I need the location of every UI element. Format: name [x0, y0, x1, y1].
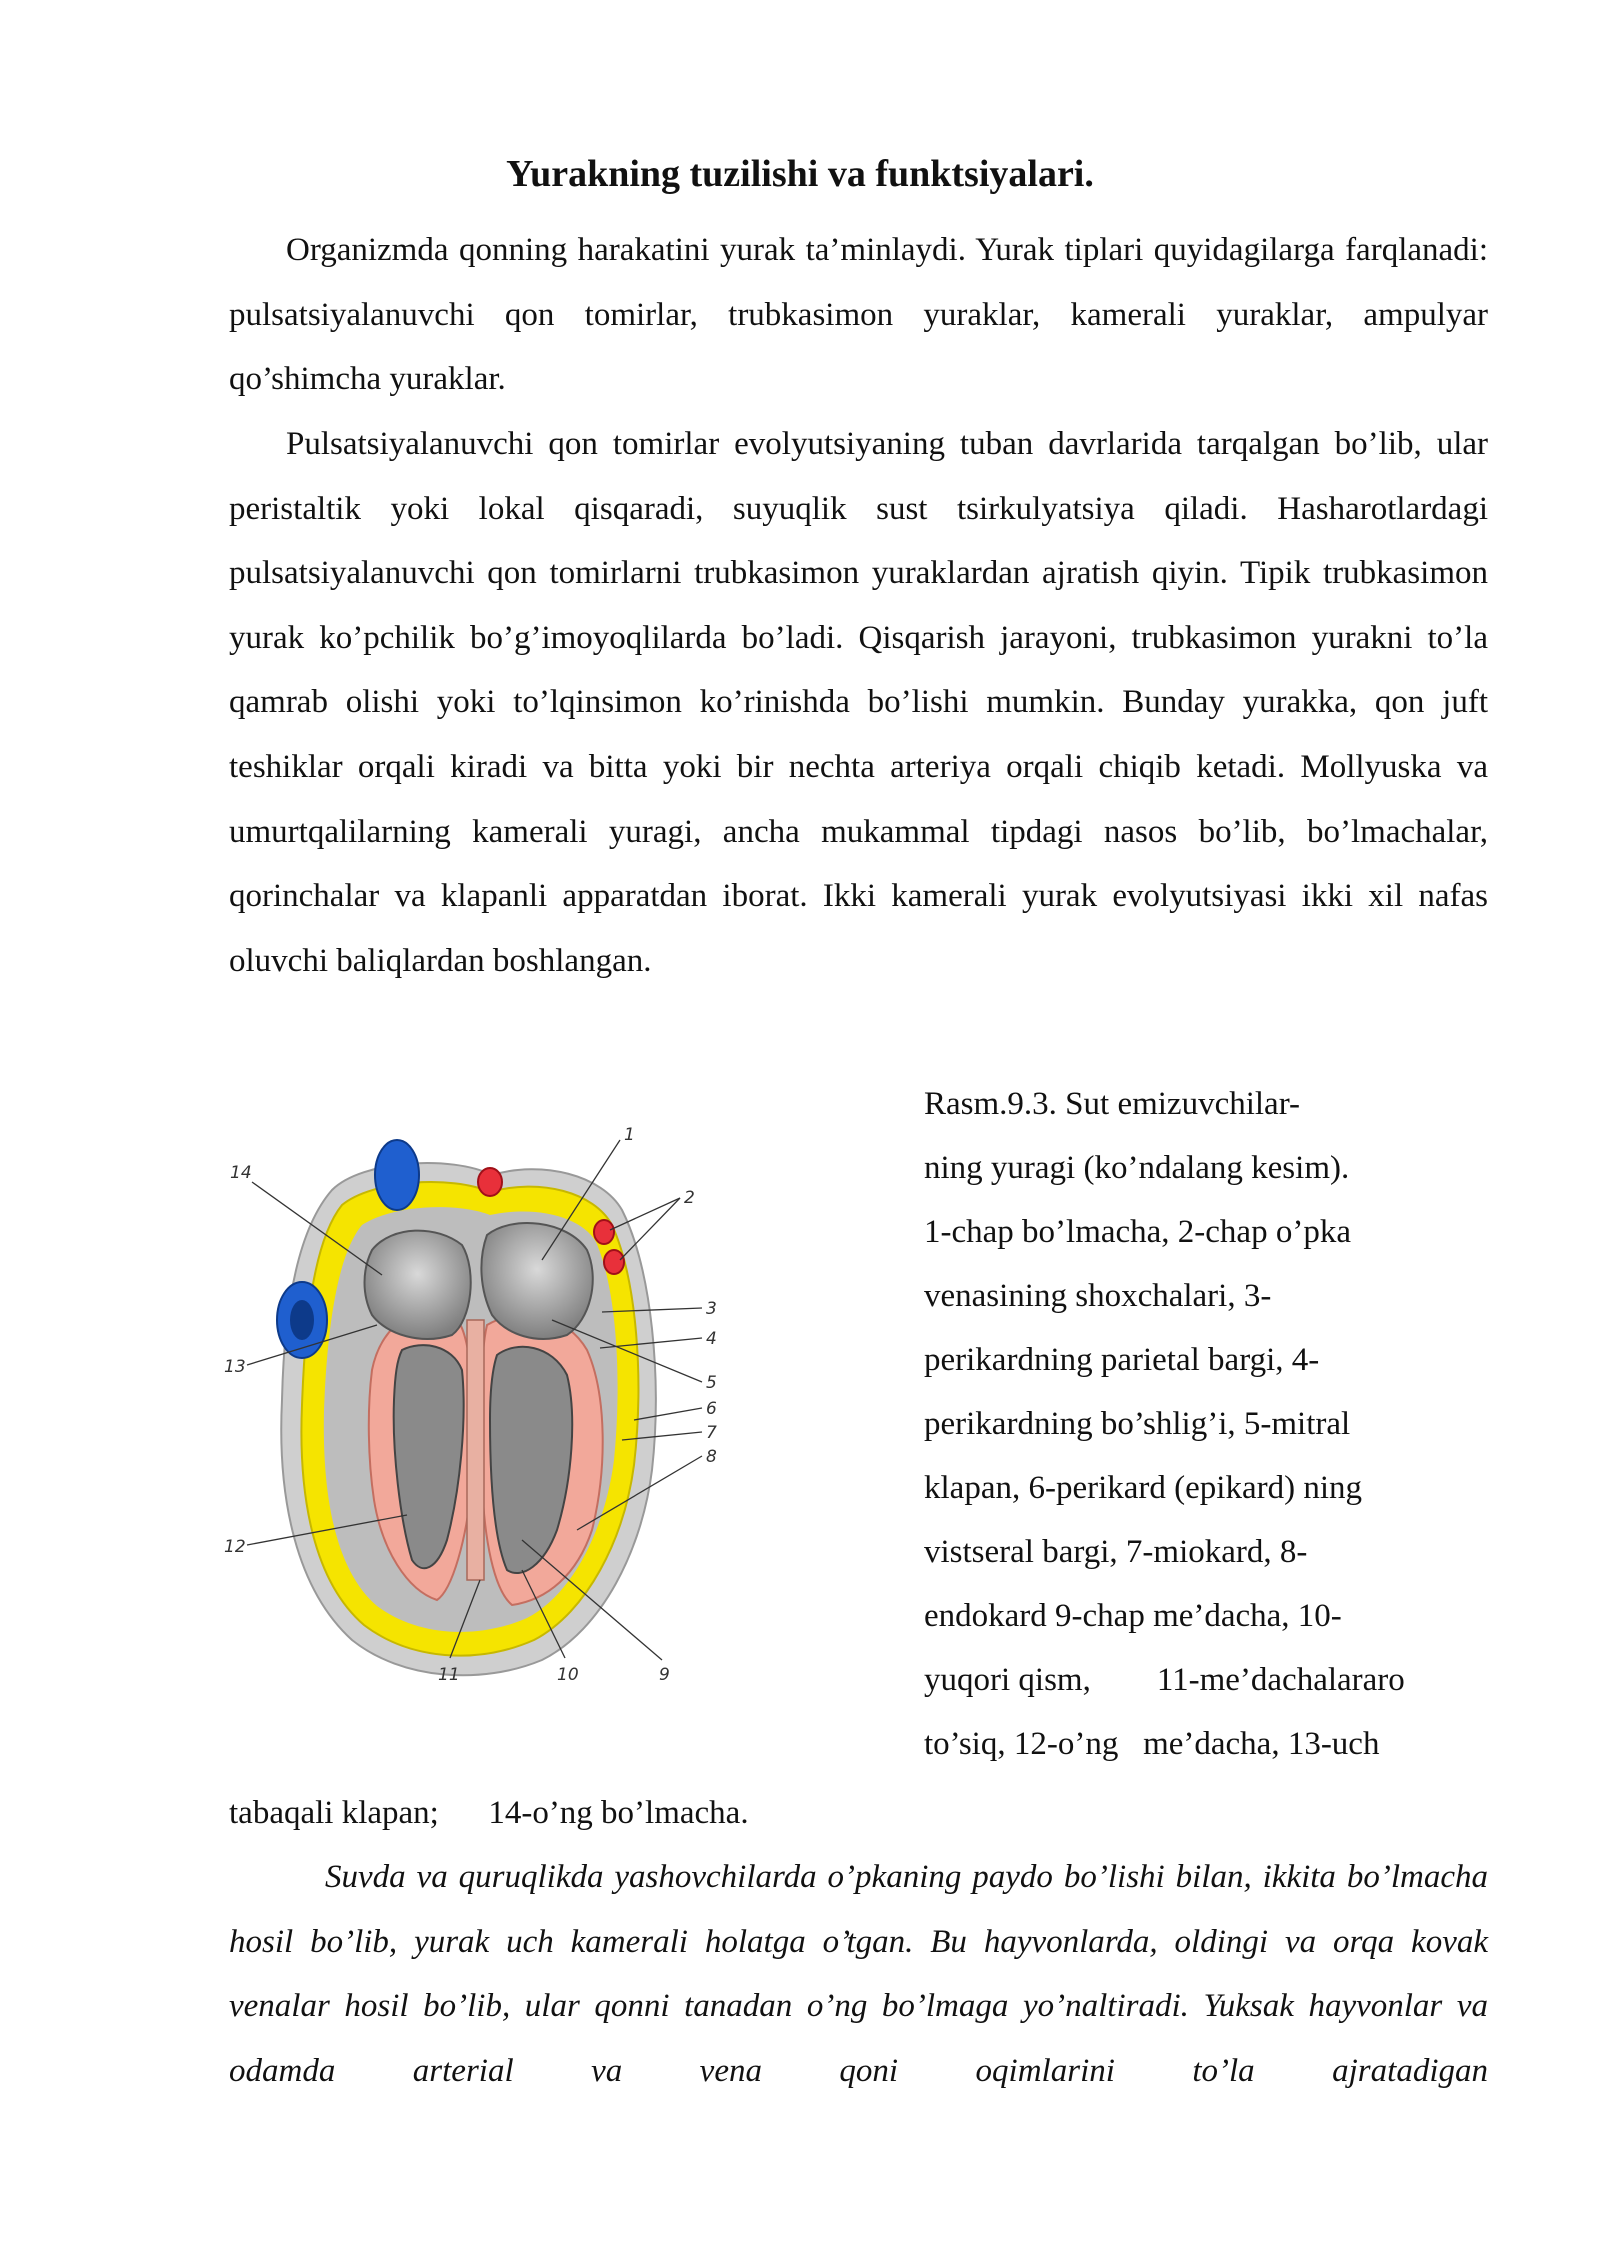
label-13: 13	[224, 1357, 246, 1377]
document-title: Yurakning tuzilishi va funktsiyalari.	[506, 153, 1094, 195]
pulmonary-vein-3	[604, 1250, 624, 1274]
label-8: 8	[706, 1447, 717, 1467]
label-3: 3	[706, 1299, 717, 1319]
label-14: 14	[230, 1163, 252, 1183]
caption-line-9: endokard 9-chap me’dacha, 10-	[924, 1598, 1342, 1634]
interventricular-septum	[467, 1320, 484, 1580]
label-11: 11	[438, 1665, 460, 1685]
label-2: 2	[684, 1188, 695, 1208]
caption-line-8: vistseral bargi, 7-miokard, 8-	[924, 1534, 1308, 1570]
label-5: 5	[706, 1373, 717, 1393]
caption-line-3: 1-chap bo’lmacha, 2-chap o’pka	[924, 1214, 1351, 1250]
label-10: 10	[557, 1665, 579, 1685]
caption-line-10: yuqori qism, 11-me’dachalararo	[924, 1662, 1405, 1698]
pulmonary-vein-1	[478, 1168, 502, 1196]
label-1: 1	[624, 1125, 635, 1145]
left-atrium	[481, 1223, 592, 1339]
caption-line-6: perikardning bo’shlig’i, 5-mitral	[924, 1406, 1351, 1442]
label-4: 4	[706, 1329, 717, 1349]
paragraph-1: Organizmda qonning harakatini yurak ta’minlaydi. Yurak tiplari quyidagilarga farqlanadi: pulsatsiyalanuvchi qon tomirlar, trubkasimon yuraklar, kamerali yuraklar, ampulyar qo’shimcha yuraklar.	[229, 232, 1488, 398]
pulmonary-vein-2	[594, 1220, 614, 1244]
caption-line-2: ning yuragi (ko’ndalang kesim).	[924, 1150, 1350, 1186]
right-atrium	[365, 1231, 471, 1339]
label-6: 6	[706, 1399, 717, 1419]
label-12: 12	[224, 1537, 246, 1557]
superior-vena-cava	[375, 1140, 419, 1210]
caption-line-5: perikardning parietal bargi, 4-	[924, 1342, 1320, 1378]
caption-line-7: klapan, 6-perikard (epikard) ning	[924, 1470, 1362, 1506]
heart-figure	[222, 1120, 746, 1695]
heart-cross-section-illustration	[222, 1120, 746, 1695]
caption-line-1: Rasm.9.3. Sut emizuvchilar-	[924, 1086, 1301, 1122]
paragraph-2: Pulsatsiyalanuvchi qon tomirlar evolyutsiyaning tuban davrlarida tarqalgan bo’lib, ular peristaltik yoki lokal qisqaradi, suyuqlik sust tsirkulyatsiya qiladi. Hasharotlardagi pulsatsiyalanuvchi qon tomirlarni trubkasimon yuraklardan ajratish qiyin. Tipik trubkasimon yurak ko’pchilik bo’g’imoyoqlilarda bo’ladi. Qisqarish jarayoni, trubkasimon yurakni to’la qamrab olishi yoki to’lqinsimon ko’rinishda bo’lishi mumkin. Bunday yurakka, qon juft teshiklar orqali kiradi va bitta yoki bir nechta arteriya orqali chiqib ketadi. Mollyuska va umurtqalilarning kamerali yuragi, ancha mukammal tipdagi nasos bo’lib, bo’lmachalar, qorinchalar va klapanli apparatdan iborat. Ikki kamerali yurak evolyutsiyasi ikki xil nafas oluvchi baliqlardan boshlangan.	[229, 426, 1488, 979]
label-9: 9	[659, 1665, 670, 1685]
caption-tail: tabaqali klapan; 14-o’ng bo’lmacha.	[229, 1795, 749, 1831]
paragraph-3: Suvda va quruqlikda yashovchilarda o’pkaning paydo bo’lishi bilan, ikkita bo’lmacha hosil bo’lib, yurak uch kamerali holatga o’tgan. Bu hayvonlarda, oldingi va orqa kovak venalar hosil bo’lib, ular qonni tanadan o’ng bo’lmaga yo’naltiradi. Yuksak hayvonlar va odamda arterial va vena qoni oqimlarini to’la ajratadigan	[229, 1859, 1488, 2089]
caption-line-4: venasining shoxchalari, 3-	[924, 1278, 1272, 1314]
caption-line-11: to’siq, 12-o’ng me’dacha, 13-uch	[924, 1726, 1380, 1762]
label-7: 7	[706, 1423, 717, 1443]
